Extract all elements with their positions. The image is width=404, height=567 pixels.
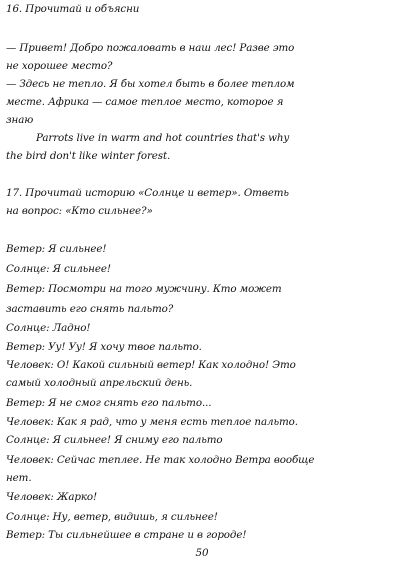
story-line: Ветер: Я не смог снять его пальто... (6, 397, 212, 409)
story-line: Ветер: Я сильнее! (6, 243, 107, 255)
page-number: 50 (195, 547, 209, 559)
dialogue-line: — Здесь не тепло. Я бы хотел быть в более теплом (6, 78, 295, 90)
story-line: Ветер: Ты сильнейшее в стране и в городе! (6, 529, 247, 541)
section-16-heading: 16. Прочитай и объясни (6, 3, 140, 15)
dialogue-line: — Привет! Добро пожаловать в наш лес! Разве это (6, 42, 295, 54)
story-line: Солнце: Ладно! (6, 322, 91, 334)
story-line: Солнце: Я сильнее! (6, 263, 111, 275)
english-explanation-line: the bird don't like winter forest. (6, 150, 171, 162)
story-line: самый холодный апрельский день. (6, 377, 193, 389)
section-17-heading-continued: на вопрос: «Кто сильнее?» (6, 205, 153, 217)
story-line: Солнце: Я сильнее! Я сниму его пальто (6, 434, 223, 446)
story-line: Человек: Жарко! (6, 491, 98, 503)
story-line: Ветер: Посмотри на того мужчину. Кто может (6, 283, 282, 295)
story-line: Солнце: Ну, ветер, видишь, я сильнее! (6, 511, 218, 523)
story-line: Человек: О! Какой сильный ветер! Как холодно! Это (6, 359, 296, 371)
story-line: Человек: Как я рад, что у меня есть теплое пальто. (6, 416, 298, 428)
english-explanation-line: Parrots live in warm and hot countries that's why (36, 132, 290, 144)
dialogue-line: знаю (6, 114, 34, 126)
dialogue-line: не хорошее место? (6, 60, 113, 72)
story-line: заставить его снять пальто? (6, 303, 174, 315)
story-line: нет. (6, 472, 32, 484)
section-17-heading: 17. Прочитай историю «Солнце и ветер». Ответь (6, 187, 289, 199)
story-line: Ветер: Уу! Уу! Я хочу твое пальто. (6, 341, 202, 353)
story-line: Человек: Сейчас теплее. Не так холодно Ветра вообще (6, 454, 315, 466)
dialogue-line: месте. Африка — самое теплое место, которое я (6, 96, 284, 108)
